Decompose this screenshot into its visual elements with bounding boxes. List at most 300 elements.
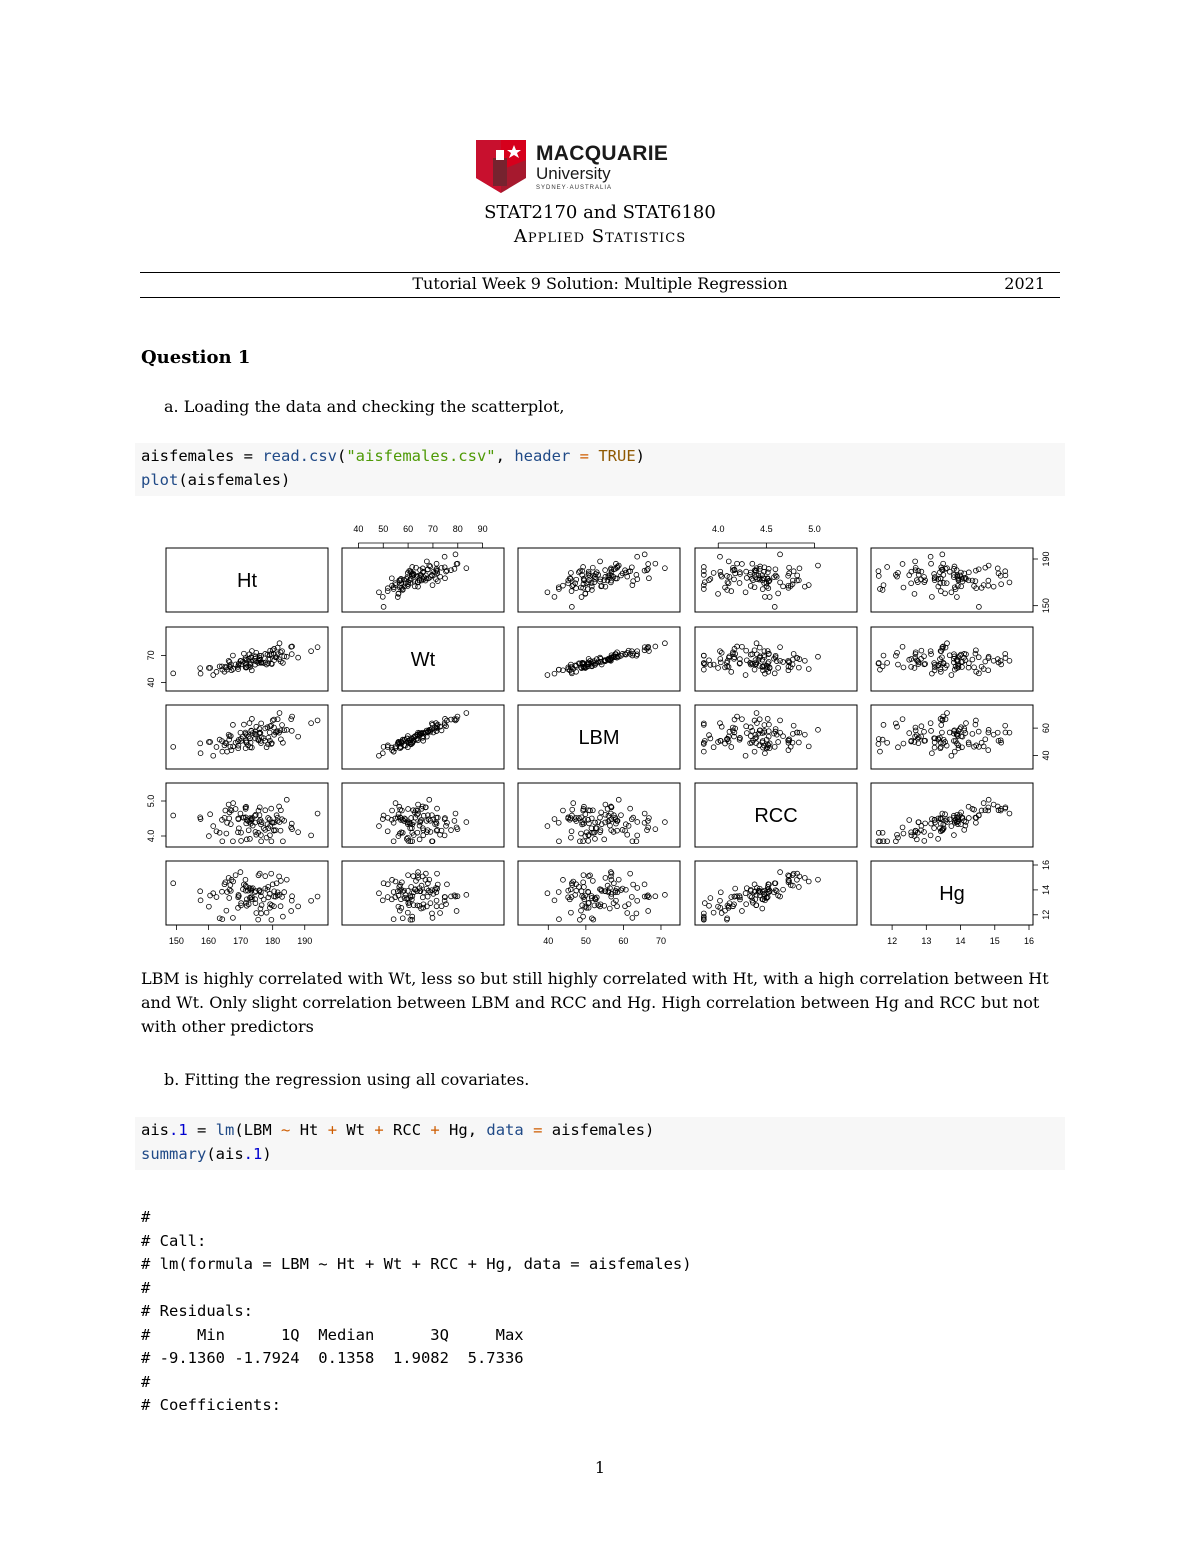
point [981,744,986,749]
logo-sub: University [536,164,611,183]
point [591,917,596,922]
point [561,808,566,813]
point [791,652,796,657]
point [315,894,320,899]
point [577,839,582,844]
point [635,554,640,559]
point [945,711,950,716]
point [430,916,435,921]
point [269,917,274,922]
code-line-4: summary(ais.1) [141,1145,272,1163]
tick-label-Ht: 190 [1041,551,1051,567]
point [973,820,978,825]
point [231,653,236,658]
point [579,908,584,913]
point [238,870,243,875]
point [909,581,914,586]
point [772,671,777,676]
tick-label-Wt: 50 [378,524,389,534]
point [423,871,428,876]
panel-Hg-LBM [518,861,680,925]
point [569,835,574,840]
point [653,894,658,899]
point [802,658,807,663]
point [277,641,282,646]
point [740,644,745,649]
point [986,668,991,673]
point [435,806,440,811]
point [893,653,898,658]
point [391,839,396,844]
point [970,731,975,736]
point [653,561,658,566]
logo-name: MACQUARIE [536,142,669,165]
point [198,671,203,676]
tick-label-Wt: 90 [477,524,488,534]
point [602,837,607,842]
point [269,871,274,876]
point [646,909,651,914]
point [206,904,211,909]
point [238,811,243,816]
point [269,839,274,844]
point [442,833,447,838]
point [452,819,457,824]
point [400,916,405,921]
point [261,897,266,902]
point [586,874,591,879]
point [767,595,772,600]
point [765,716,770,721]
point [781,887,786,892]
point [464,711,469,716]
point [932,745,937,750]
point [744,648,749,653]
point [787,565,792,570]
point [214,895,219,900]
point [940,730,945,735]
point [740,909,745,914]
point [296,734,301,739]
tick-label-Ht: 150 [1041,598,1051,614]
point [280,649,285,654]
point [277,711,282,716]
panel-LBM-Hg [871,705,1033,769]
point [603,574,608,579]
point [922,729,927,734]
point [778,870,783,875]
point [708,663,713,668]
point [254,911,259,916]
point [296,655,301,660]
point [377,590,382,595]
point [634,911,639,916]
bottom-rule [140,297,1060,298]
tick-label-LBM: 40 [543,936,554,946]
point [259,839,264,844]
point [797,566,802,571]
point [733,886,738,891]
point [545,891,550,896]
output-line: # Min 1Q Median 3Q Max [141,1326,524,1344]
point [900,825,905,830]
point [635,898,640,903]
tick-label-Wt: 80 [452,524,463,534]
point [740,562,745,567]
point [224,831,229,836]
point [569,829,574,834]
output-line: # [141,1208,151,1226]
point [943,812,948,817]
top-rule [140,272,1060,273]
point [662,566,667,571]
point [626,902,631,907]
point [405,910,410,915]
point [743,673,748,678]
point [991,658,996,663]
point [214,745,219,750]
point [976,604,981,609]
point [708,896,713,901]
point [885,661,890,666]
tick-label-RCC: 4.0 [146,829,156,843]
point [206,834,211,839]
point [242,651,247,656]
point [999,582,1004,587]
point [628,806,633,811]
tick-label-RCC: 4.0 [711,524,725,534]
point [453,552,458,557]
panel-Wt-Ht [166,627,328,691]
point [315,645,320,650]
point [226,802,231,807]
point [603,568,608,573]
part-b-text: b. Fitting the regression using all covariates. [164,1070,530,1089]
point [406,873,411,878]
point [806,744,811,749]
point [928,721,933,726]
diag-label-Hg: Hg [939,883,965,905]
point [171,744,176,749]
point [900,717,905,722]
tick-label-RCC: 5.0 [808,524,821,534]
point [420,895,425,900]
point [958,653,963,658]
point [952,833,957,838]
point [385,895,390,900]
point [385,829,390,834]
point [406,807,411,812]
point [662,641,667,646]
point [581,880,586,885]
point [598,559,603,564]
point [919,648,924,653]
point [635,886,640,891]
point [895,832,900,837]
point [603,802,608,807]
point [772,744,777,749]
point [430,583,435,588]
output-line: # Call: [141,1232,207,1250]
point [171,813,176,818]
point [259,911,264,916]
point [740,717,745,722]
point [589,916,594,921]
point [557,839,562,844]
course-code: STAT2170 and STAT6180 [484,202,716,223]
point [711,910,716,915]
point [628,871,633,876]
point [223,808,228,813]
point [701,667,706,672]
point [284,797,289,802]
point [309,833,314,838]
point [991,584,996,589]
tick-label-RCC: 5.0 [146,794,156,808]
point [545,673,550,678]
point [778,552,783,557]
point [907,731,912,736]
point [711,745,716,750]
point [802,875,807,880]
tick-label-Hg: 16 [1023,936,1035,946]
point [900,562,905,567]
point [296,904,301,909]
point [377,753,382,758]
point [570,807,575,812]
point [380,594,385,599]
code-block-a [135,443,1065,496]
tick-label-LBM: 40 [1041,750,1051,761]
point [635,649,640,654]
point [976,567,981,572]
point [912,591,917,596]
point [776,665,781,670]
point [718,554,723,559]
point [795,573,800,578]
point [233,873,238,878]
point [434,904,439,909]
interpretation-paragraph: LBM is highly correlated with Wt, less so but still highly correlated with Ht, with a high correlation between Ht and Wt. Only slight correlation between LBM and RCC and Hg. High correlation between Hg and RCC but not with other predictors [141,969,1049,1036]
point [945,641,950,646]
point [743,891,748,896]
point [707,658,712,663]
point [752,882,757,887]
point [278,904,283,909]
scatterplot-matrix [140,515,1060,960]
point [778,645,783,650]
point [929,728,934,733]
point [929,671,934,676]
point [816,654,821,659]
point [619,813,624,818]
tick-label-Ht: 180 [265,936,281,946]
point [590,565,595,570]
point [802,732,807,737]
point [893,839,898,844]
point [556,890,561,895]
point [725,580,730,585]
point [242,722,247,727]
point [929,561,934,566]
point [250,649,255,654]
tick-label-LBM: 60 [1041,723,1051,734]
point [380,898,385,903]
point [593,836,598,841]
tick-label-Hg: 14 [955,936,966,946]
point [767,722,772,727]
point [711,570,716,575]
point [275,717,280,722]
point [757,717,762,722]
point [947,653,952,658]
point [625,911,630,916]
point [907,573,912,578]
point [635,820,640,825]
point [284,877,289,882]
point [718,573,723,578]
point [449,828,454,833]
diag-label-RCC: RCC [754,805,798,827]
point [936,836,941,841]
point [268,833,273,838]
point [454,909,459,914]
tick-label-Wt: 40 [353,524,364,534]
diag-label-LBM: LBM [578,727,620,749]
point [743,753,748,758]
point [701,653,706,658]
point [647,816,652,821]
panel-LBM-Ht [166,705,328,769]
point [914,837,919,842]
point [224,908,229,913]
point [729,895,734,900]
output-line: # lm(formula = LBM ~ Ht + Wt + RCC + Hg, data = aisfemales) [141,1255,692,1273]
point [795,877,800,882]
point [816,877,821,882]
point [901,585,906,590]
point [729,669,734,674]
point [816,727,821,732]
point [743,590,748,595]
point [630,916,635,921]
output-line: # -9.1360 -1.7924 0.1358 1.9082 5.7336 [141,1349,524,1367]
point [757,645,762,650]
point [708,577,713,582]
point [653,644,658,649]
point [976,729,981,734]
point [718,898,723,903]
point [569,604,574,609]
point [631,882,636,887]
point [763,751,768,756]
point [778,580,783,585]
point [231,801,236,806]
output-line: # Residuals: [141,1302,253,1320]
point [247,836,252,841]
point [922,654,927,659]
point [986,578,991,583]
point [885,740,890,745]
point [198,666,203,671]
point [574,586,579,591]
point [227,816,232,821]
point [598,815,603,820]
point [938,589,943,594]
point [718,660,723,665]
point [983,659,988,664]
point [1007,658,1012,663]
point [593,820,598,825]
point [973,648,978,653]
tick-label-Hg: 16 [1041,859,1051,871]
point [781,660,786,665]
point [878,749,883,754]
point [629,895,634,900]
point [896,662,901,667]
point [231,916,236,921]
point [420,874,425,879]
point [754,711,759,716]
point [444,823,449,828]
point [791,723,796,728]
point [263,874,268,879]
point [981,801,986,806]
point [928,649,933,654]
output-line: # [141,1279,151,1297]
tick-label-Wt: 70 [146,650,156,661]
panel-Hg-Wt [342,861,504,925]
point [796,885,801,890]
point [425,894,430,899]
question-heading: Question 1 [141,347,251,368]
point [970,806,975,811]
point [773,567,778,572]
point [385,589,390,594]
point [647,576,652,581]
point [928,833,933,838]
point [919,724,924,729]
point [611,881,616,886]
point [972,665,977,670]
point [264,745,269,750]
point [438,832,443,837]
point [913,728,918,733]
panel-Ht-LBM [518,548,680,612]
point [744,569,749,574]
point [949,824,954,829]
tick-label-Ht: 150 [168,936,184,946]
part-a-text: a. Loading the data and checking the scatterplot, [164,397,565,416]
point [735,561,740,566]
point [939,723,944,728]
diag-label-Wt: Wt [410,649,436,671]
point [545,590,550,595]
point [434,561,439,566]
point [464,892,469,897]
point [569,910,574,915]
point [309,649,314,654]
point [309,721,314,726]
point [744,724,749,729]
point [932,826,937,831]
point [438,574,443,579]
point [439,565,444,570]
point [278,828,283,833]
point [253,830,258,835]
point [603,812,608,817]
point [662,892,667,897]
